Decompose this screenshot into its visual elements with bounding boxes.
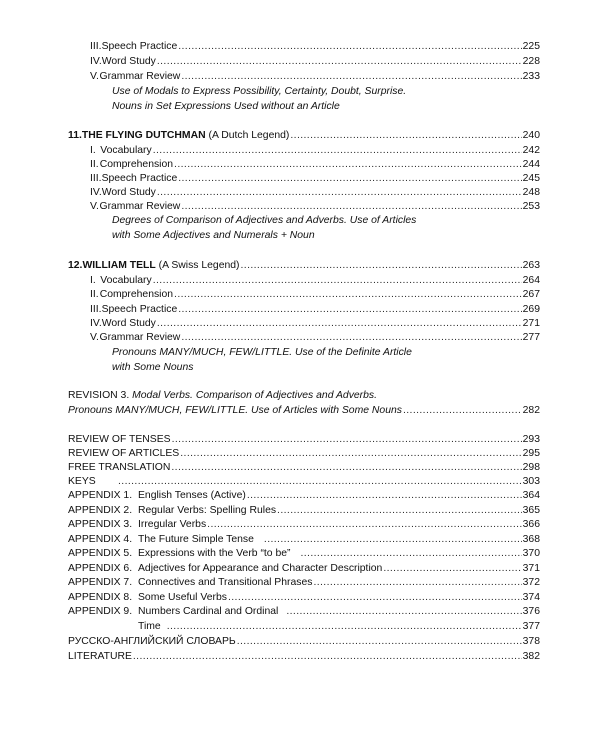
entry-label: Grammar Review xyxy=(99,71,181,82)
leader-dots xyxy=(286,605,521,618)
leader-dots xyxy=(174,288,522,301)
entry-page: 298 xyxy=(522,462,540,473)
toc-entry-appendix-5[interactable] xyxy=(68,547,540,560)
toc-entry[interactable] xyxy=(90,55,540,68)
entry-page: 377 xyxy=(522,621,540,632)
entry-page: 382 xyxy=(522,651,540,662)
entry-label: Word Study xyxy=(101,187,156,198)
unit-title: THE FLYING DUTCHMAN (A Dutch Legend) xyxy=(81,130,290,141)
revision-label: REVISION 3. Modal Verbs. Comparison of Adjectives and Adverbs. xyxy=(68,390,377,401)
entry-page: 228 xyxy=(522,56,540,67)
toc-entry-appendix-1[interactable] xyxy=(68,489,540,502)
leader-dots xyxy=(264,533,522,546)
entry-label: REVIEW OF TENSES xyxy=(68,434,171,445)
entry-page: 242 xyxy=(522,145,540,156)
entry-page: 253 xyxy=(522,201,540,212)
entry-number: III. xyxy=(90,173,102,184)
leader-dots xyxy=(207,518,522,531)
leader-dots xyxy=(383,562,521,575)
entry-label: Grammar Review xyxy=(99,332,181,343)
entry-label: FREE TRANSLATION xyxy=(68,462,171,473)
entry-label: REVIEW OF ARTICLES xyxy=(68,448,180,459)
entry-page: 365 xyxy=(522,505,540,516)
appendix-title: Irregular Verbs xyxy=(138,519,207,530)
leader-dots xyxy=(118,475,522,488)
grammar-note: Nouns in Set Expressions Used without an Article xyxy=(112,101,340,112)
toc-entry-time[interactable] xyxy=(138,620,540,633)
leader-dots xyxy=(178,40,521,53)
leader-dots xyxy=(180,447,521,460)
entry-page: 366 xyxy=(522,519,540,530)
entry-number: IV. xyxy=(90,318,102,329)
toc-entry[interactable] xyxy=(90,70,540,83)
entry-page: 233 xyxy=(522,71,540,82)
entry-page: 269 xyxy=(522,304,540,315)
entry-label: Comprehension xyxy=(99,289,174,300)
entry-page: 245 xyxy=(522,173,540,184)
leader-dots xyxy=(157,55,522,68)
entry-page: 271 xyxy=(522,318,540,329)
entry-label: Grammar Review xyxy=(99,201,181,212)
leader-dots xyxy=(167,620,522,633)
entry-page: 277 xyxy=(522,332,540,343)
appendix-label: APPENDIX 4. xyxy=(68,534,133,545)
appendix-title: Connectives and Transitional Phrases xyxy=(138,577,313,588)
leader-dots xyxy=(300,547,521,560)
toc-entry-appendix-4[interactable] xyxy=(68,533,540,546)
toc-entry[interactable] xyxy=(90,288,540,301)
revision-entry[interactable] xyxy=(68,404,540,417)
toc-entry-appendix-3[interactable] xyxy=(68,518,540,531)
grammar-note: Pronouns MANY/MUCH, FEW/LITTLE. Use of the Definite Article xyxy=(112,347,412,358)
entry-page: 293 xyxy=(522,434,540,445)
leader-dots xyxy=(290,129,521,142)
toc-entry-appendix-6[interactable] xyxy=(68,562,540,575)
entry-page: 248 xyxy=(522,187,540,198)
toc-entry[interactable] xyxy=(90,186,540,199)
toc-entry[interactable] xyxy=(90,40,540,53)
entry-number: V. xyxy=(90,71,99,82)
entry-label: Speech Practice xyxy=(101,304,178,315)
entry-number: II. xyxy=(90,289,99,300)
entry-label: Word Study xyxy=(101,318,156,329)
leader-dots xyxy=(237,635,522,648)
entry-page: 376 xyxy=(522,606,540,617)
entry-page: 372 xyxy=(522,577,540,588)
appendix-title: Numbers Cardinal and Ordinal xyxy=(138,606,279,617)
leader-dots xyxy=(153,144,522,157)
entry-page: 225 xyxy=(522,41,540,52)
entry-label: LITERATURE xyxy=(68,651,132,662)
appendix-title: Expressions with the Verb “to be” xyxy=(138,548,291,559)
entry-label: Speech Practice xyxy=(101,173,178,184)
entry-page: 282 xyxy=(522,405,540,416)
toc-entry[interactable] xyxy=(90,172,540,185)
entry-number: II. xyxy=(90,159,99,170)
leader-dots xyxy=(313,576,521,589)
entry-page: 371 xyxy=(522,563,540,574)
leader-dots xyxy=(403,404,522,417)
unit-heading-11[interactable] xyxy=(68,129,540,142)
entry-label: Comprehension xyxy=(99,159,174,170)
leader-dots xyxy=(178,172,521,185)
unit-number: 12. xyxy=(68,260,83,271)
toc-entry[interactable] xyxy=(90,331,540,344)
leader-dots xyxy=(157,317,522,330)
entry-page: 364 xyxy=(522,490,540,501)
appendix-title: Some Useful Verbs xyxy=(138,592,227,603)
leader-dots xyxy=(181,200,521,213)
leader-dots xyxy=(172,433,522,446)
entry-number: I. xyxy=(90,145,96,156)
entry-page: 370 xyxy=(522,548,540,559)
appendix-label: APPENDIX 3. xyxy=(68,519,133,530)
entry-number: IV. xyxy=(90,56,102,67)
entry-number: V. xyxy=(90,201,99,212)
entry-number: IV. xyxy=(90,187,102,198)
appendix-label: APPENDIX 8. xyxy=(68,592,133,603)
leader-dots xyxy=(157,186,522,199)
entry-label: Vocabulary xyxy=(100,145,152,156)
entry-page: 264 xyxy=(522,275,540,286)
toc-entry[interactable] xyxy=(90,317,540,330)
appendix-label: APPENDIX 7. xyxy=(68,577,133,588)
toc-entry[interactable] xyxy=(90,274,540,287)
entry-label: Word Study xyxy=(101,56,156,67)
entry-page: 295 xyxy=(522,448,540,459)
toc-entry[interactable] xyxy=(90,303,540,316)
entry-label: KEYS xyxy=(68,476,96,487)
toc-entry-appendix-2[interactable] xyxy=(68,504,540,517)
toc-entry[interactable] xyxy=(90,200,540,213)
unit-number: 11. xyxy=(68,130,82,141)
toc-entry-appendix-8[interactable] xyxy=(68,591,540,604)
entry-number: III. xyxy=(90,41,102,52)
entry-page: 240 xyxy=(522,130,540,141)
leader-dots xyxy=(178,303,521,316)
toc-entry[interactable] xyxy=(90,158,540,171)
entry-page: 368 xyxy=(522,534,540,545)
toc-entry[interactable] xyxy=(90,144,540,157)
unit-heading-12[interactable] xyxy=(68,259,540,272)
entry-number: III. xyxy=(90,304,102,315)
leader-dots xyxy=(174,158,522,171)
grammar-note: with Some Adjectives and Numerals + Noun xyxy=(112,230,315,241)
entry-page: 378 xyxy=(522,636,540,647)
grammar-note: Degrees of Comparison of Adjectives and Adverbs. Use of Articles xyxy=(112,215,417,226)
toc-entry-literature[interactable] xyxy=(68,650,540,663)
revision-topics: Pronouns MANY/MUCH, FEW/LITTLE. Use of Articles with Some Nouns xyxy=(68,405,402,416)
appendix-label: APPENDIX 2. xyxy=(68,505,133,516)
grammar-note: with Some Nouns xyxy=(112,362,194,373)
toc-entry-appendix-7[interactable] xyxy=(68,576,540,589)
leader-dots xyxy=(133,650,522,663)
leader-dots xyxy=(181,331,521,344)
leader-dots xyxy=(247,489,522,502)
leader-dots xyxy=(171,461,521,474)
entry-number: V. xyxy=(90,332,99,343)
entry-label: Speech Practice xyxy=(101,41,178,52)
entry-page: 263 xyxy=(522,260,540,271)
toc-entry-review-of-tenses[interactable] xyxy=(68,433,540,446)
appendix-title: The Future Simple Tense xyxy=(138,534,254,545)
entry-page: 244 xyxy=(522,159,540,170)
toc-entry-dictionary[interactable] xyxy=(68,635,540,648)
toc-entry-review-of-articles[interactable] xyxy=(68,447,540,460)
leader-dots xyxy=(241,259,522,272)
appendix-label: APPENDIX 1. xyxy=(68,490,133,501)
appendix-label: APPENDIX 6. xyxy=(68,563,133,574)
appendix-label: APPENDIX 5. xyxy=(68,548,133,559)
appendix-label: APPENDIX 9. xyxy=(68,606,133,617)
revision-heading[interactable] xyxy=(68,389,540,402)
toc-entry-free-translation[interactable] xyxy=(68,461,540,474)
grammar-note: Use of Modals to Express Possibility, Certainty, Doubt, Surprise. xyxy=(112,86,407,97)
entry-label: РУССКО-АНГЛИЙСКИЙ СЛОВАРЬ xyxy=(68,636,236,647)
appendix-title: Regular Verbs: Spelling Rules xyxy=(138,505,277,516)
leader-dots xyxy=(181,70,521,83)
entry-page: 267 xyxy=(522,289,540,300)
entry-page: 374 xyxy=(522,592,540,603)
toc-entry-keys[interactable] xyxy=(68,475,540,488)
entry-page: 303 xyxy=(522,476,540,487)
unit-title: WILLIAM TELL (A Swiss Legend) xyxy=(82,260,240,271)
leader-dots xyxy=(277,504,522,517)
leader-dots xyxy=(153,274,522,287)
toc-entry-appendix-9[interactable] xyxy=(68,605,540,618)
appendix-title: English Tenses (Active) xyxy=(138,490,246,501)
leader-dots xyxy=(228,591,522,604)
entry-label: Time xyxy=(138,621,161,632)
entry-label: Vocabulary xyxy=(100,275,152,286)
appendix-title: Adjectives for Appearance and Character Description xyxy=(138,563,383,574)
entry-number: I. xyxy=(90,275,96,286)
